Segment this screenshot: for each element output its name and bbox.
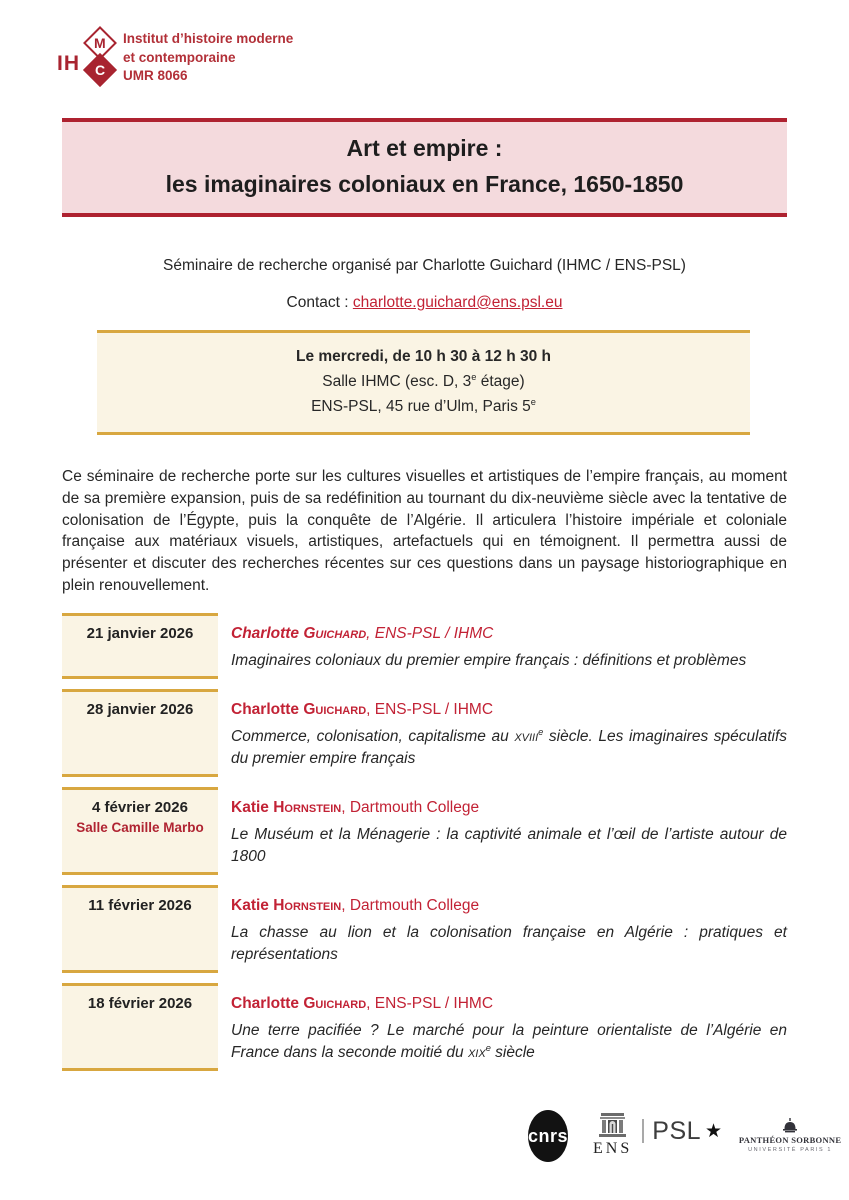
session-speaker: Katie Hornstein, Dartmouth College	[231, 798, 480, 816]
session-date-box	[62, 689, 218, 777]
session-title: Commerce, colonisation, capitalisme au xviii$^e$ siècle. Les imaginaires spéculatifs du premier empire français	[231, 726, 788, 767]
weekly-time: Le mercredi, de 10 h 30 à 12 h 30 h	[295, 348, 552, 365]
sorbonne-label-line2: UNIVERSITÉ PARIS 1	[748, 1146, 833, 1153]
ihmc-logo-text	[123, 30, 293, 86]
schedule-row-4	[62, 885, 787, 973]
session-speaker: Charlotte Guichard, ENS-PSL / IHMC	[231, 625, 494, 642]
psl-star-icon: ★	[705, 1120, 723, 1142]
ihmc-logo-ih-text: IH	[57, 52, 80, 75]
contact-line	[0, 294, 849, 312]
session-speaker: Charlotte Guichard, ENS-PSL / IHMC	[231, 994, 494, 1012]
ihmc-logo	[57, 28, 357, 100]
session-speaker: Katie Hornstein, Dartmouth College	[231, 896, 480, 914]
contact-email-link[interactable]: charlotte.guichard@ens.psl.eu	[352, 294, 563, 311]
ihmc-logo-line3: UMR 8066	[123, 68, 188, 83]
schedule-list	[62, 613, 787, 1081]
session-content	[218, 983, 787, 1071]
session-date: 11 février 2026	[88, 896, 192, 914]
seminar-title-line1: Art et empire :	[346, 135, 503, 161]
logo-divider	[642, 1119, 644, 1143]
partner-logos	[528, 1104, 842, 1166]
cnrs-logo: cnrs	[528, 1110, 568, 1162]
schedule-row-3	[62, 787, 787, 875]
session-date-box	[62, 885, 218, 973]
session-content	[218, 787, 787, 875]
schedule-row-5	[62, 983, 787, 1071]
session-content	[218, 689, 787, 777]
session-room: Salle Camille Marbo	[76, 819, 204, 835]
schedule-row-2	[62, 689, 787, 777]
ens-building-icon	[593, 1112, 632, 1158]
session-content	[218, 885, 787, 973]
session-date-box	[62, 787, 218, 875]
session-title: Le Muséum et la Ménagerie : la captivité animale et l’œil de l’artiste autour de 1800	[231, 825, 787, 865]
ens-label: ENS	[593, 1140, 633, 1157]
session-title: Une terre pacifiée ? Le marché pour la peinture orientaliste de l’Algérie en France dans la seconde moitié du xix$^e$ siècle	[231, 1021, 787, 1061]
room-line: Salle IHMC (esc. D, 3e étage)	[322, 371, 525, 390]
session-content	[218, 613, 787, 679]
contact-label: Contact :	[286, 294, 353, 311]
ihmc-diamond-c-icon: C	[83, 53, 117, 87]
ens-psl-logo	[593, 1112, 722, 1158]
sorbonne-label-line1: PANTHÉON SORBONNE	[738, 1134, 842, 1145]
session-speaker: Charlotte Guichard, ENS-PSL / IHMC	[231, 700, 494, 718]
session-date-box	[62, 613, 218, 679]
schedule-row-1	[62, 613, 787, 679]
ihmc-diamond-m-icon: M	[83, 26, 117, 60]
sorbonne-dome-icon	[781, 1118, 799, 1133]
psl-label: PSL	[652, 1116, 702, 1145]
session-title: La chasse au lion et la colonisation française en Algérie : pratiques et représentations	[231, 923, 787, 963]
seminar-title-line2: les imaginaires coloniaux en France, 1650-1850	[165, 171, 684, 197]
pantheon-sorbonne-logo	[738, 1118, 842, 1153]
time-place-box	[97, 330, 750, 435]
title-banner	[62, 118, 787, 217]
session-date-box	[62, 983, 218, 1071]
session-date: 4 février 2026	[92, 798, 188, 816]
ihmc-logo-line1: Institut d’histoire moderne	[123, 31, 294, 46]
session-title: Imaginaires coloniaux du premier empire français : définitions et problèmes	[231, 652, 747, 669]
seminar-description: Ce séminaire de recherche porte sur les cultures visuelles et artistiques de l’empire français, au moment de sa première expansion, puis de sa redéfinition au tournant du dix-neuvième siècle avec la tentative de colonisation de l’Égypte, puis la conquête de l’Algérie. Il articulera l’histoire impériale et coloniale française aux matériaux visuels, artistiques, artefactuels qui en témoignent. Il permettra aussi de présenter et discuter des recherches récentes sur ces questions dans un paysage historiographique en plein renouvellement.	[62, 468, 787, 594]
address-line: ENS-PSL, 45 rue d’Ulm, Paris 5e	[311, 396, 536, 415]
ihmc-logo-line2: et contemporaine	[123, 49, 236, 65]
session-date: 28 janvier 2026	[86, 700, 194, 718]
organizer-line: Séminaire de recherche organisé par Charlotte Guichard (IHMC / ENS-PSL)	[163, 257, 686, 274]
session-date: 18 février 2026	[87, 994, 193, 1012]
session-date: 21 janvier 2026	[86, 625, 194, 642]
